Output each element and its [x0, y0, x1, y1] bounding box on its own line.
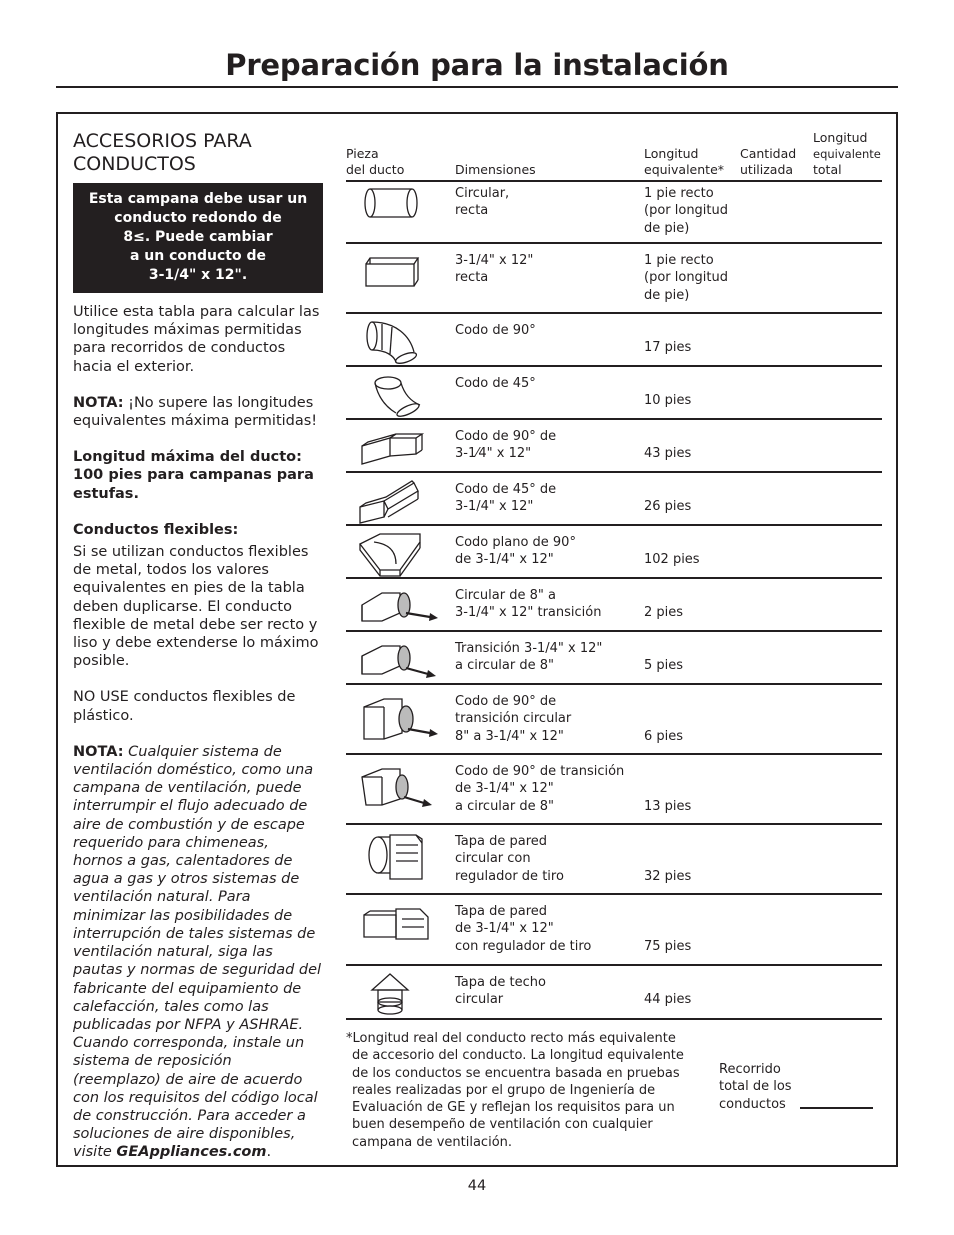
len-line: (por longitud — [644, 270, 729, 286]
header-total-l2: equivalente — [813, 147, 881, 161]
rect-45-elbow-icon — [356, 477, 426, 523]
title-rule — [56, 86, 898, 88]
table-row — [346, 632, 882, 685]
header-cantidad-l1: Cantidad — [740, 146, 797, 161]
row-dimensions — [455, 763, 635, 815]
header-dimensiones-l1: Dimensiones — [455, 162, 536, 177]
row-dimensions — [455, 587, 635, 622]
dim-line: Tapa de pared — [455, 834, 548, 849]
footnote-text: *Longitud real del conducto recto más equivalente de accesorio del conducto. La longitud equivalente de los conductos se encuentra basada en pruebas reales realizadas por el grupo de Ingeniería de Evaluación de GE y reflejan los requisitos para un buen desempeño de ventilación con cualquier campana de ventilación. — [346, 1031, 684, 1150]
page-number: 44 — [467, 1178, 487, 1194]
len-line: 5 pies — [644, 658, 684, 673]
intro-paragraph: Utilice esta tabla para calcular las longitudes máximas permitidas para recorridos de conductos hacia el exterior. — [73, 304, 320, 375]
rect-90-elbow-icon — [356, 424, 426, 470]
section-title-line-2: CONDUCTOS — [73, 153, 196, 175]
flex-duct-title: Conductos flexibles: — [73, 521, 239, 538]
callout-line: conducto redondo de — [114, 210, 282, 226]
table-row — [346, 420, 882, 473]
dim-line: transición circular — [455, 711, 572, 727]
dim-line: a circular de 8" — [455, 658, 554, 674]
dim-line: circular con — [455, 851, 531, 867]
row-length — [644, 798, 734, 815]
dim-line: a circular de 8" — [455, 798, 554, 814]
len-line: 43 pies — [644, 446, 692, 461]
max-length-note: Longitud máxima del ducto: 100 pies para campanas para estufas. — [73, 449, 314, 502]
row-length — [644, 657, 734, 674]
total-run-label — [719, 1061, 809, 1113]
header-longitud-total — [813, 130, 881, 178]
row-length — [644, 252, 734, 304]
len-line: 6 pies — [644, 729, 684, 744]
len-line: 44 pies — [644, 992, 692, 1007]
round-roof-cap-icon — [356, 972, 426, 1018]
table-row — [346, 473, 882, 526]
callout-line: a un conducto de — [129, 248, 266, 264]
header-total-l3: total — [813, 162, 842, 177]
row-length — [644, 868, 734, 885]
row-dimensions — [455, 428, 635, 463]
total-label-line: total de los — [719, 1079, 792, 1095]
dim-line: de 3-1/4" x 12" — [455, 921, 554, 937]
row-length — [644, 339, 734, 356]
header-pieza-l1: Pieza — [346, 146, 379, 161]
dim-line: Codo de 90° — [455, 323, 536, 338]
row-dimensions — [455, 185, 635, 220]
dim-line: 3-1/4" x 12" — [455, 499, 534, 515]
note-2 — [73, 743, 323, 1162]
table-row — [346, 966, 882, 1020]
dim-line: Tapa de pared — [455, 904, 548, 919]
flat-90-elbow-icon — [356, 530, 426, 576]
callout-line: 8≤. Puede cambiar — [123, 229, 273, 245]
header-total-l1: Longitud — [813, 130, 868, 145]
len-line: 2 pies — [644, 605, 684, 620]
row-length — [644, 991, 734, 1008]
dim-line: recta — [455, 270, 489, 286]
round-rect-90-transition-icon — [356, 693, 426, 739]
len-line: de pie) — [644, 220, 690, 236]
dim-line: Codo plano de 90° — [455, 535, 576, 550]
dim-line: Codo de 45° — [455, 376, 536, 391]
dim-line: Codo de 45° de — [455, 482, 557, 497]
dim-line: Tapa de techo — [455, 975, 546, 990]
row-dimensions — [455, 974, 635, 1009]
dim-line: Codo de 90° de transición — [455, 764, 625, 779]
len-line: 1 pie recto — [644, 186, 714, 201]
row-length — [644, 498, 734, 515]
header-longitud-equivalente — [644, 146, 724, 178]
len-line: 75 pies — [644, 939, 692, 954]
row-dimensions — [455, 903, 635, 955]
header-pieza-l2: del ducto — [346, 162, 405, 177]
row-length — [644, 551, 734, 568]
row-dimensions — [455, 252, 635, 287]
dim-line: 8" a 3-1/4" x 12" — [455, 728, 564, 744]
len-line: 102 pies — [644, 552, 700, 567]
dim-line: 3-1/4" x 12" transición — [455, 605, 602, 621]
no-plastic-note: NO USE conductos flexibles de plástico. — [73, 689, 296, 724]
dim-line: recta — [455, 203, 489, 219]
row-length — [644, 445, 734, 462]
round-90-elbow-icon — [356, 318, 426, 364]
len-line: 26 pies — [644, 499, 692, 514]
header-longitud-l2: equivalente* — [644, 162, 725, 177]
section-title — [73, 130, 323, 176]
dim-line: 3-1⁄4" x 12" — [455, 446, 532, 462]
dim-line: circular — [455, 992, 504, 1008]
note-2-label: NOTA: — [73, 743, 124, 760]
ge-appliances-link[interactable]: GEAppliances.com — [116, 1144, 267, 1161]
table-row — [346, 685, 882, 755]
row-dimensions — [455, 640, 635, 675]
table-row — [346, 755, 882, 825]
table-header — [346, 126, 882, 182]
total-blank-line[interactable] — [800, 1107, 873, 1109]
dim-line: Circular de 8" a — [455, 588, 556, 603]
len-line: 1 pie recto — [644, 253, 714, 268]
len-line: 32 pies — [644, 869, 692, 884]
table-row — [346, 825, 882, 895]
row-dimensions — [455, 375, 635, 392]
dim-line: de 3-1/4" x 12" — [455, 781, 554, 797]
row-length — [644, 185, 734, 237]
header-dimensiones — [455, 162, 536, 178]
round-straight-duct-icon — [356, 185, 426, 231]
total-label-line: conductos — [719, 1096, 786, 1112]
len-line: de pie) — [644, 287, 690, 303]
rect-straight-duct-icon — [356, 254, 426, 300]
dim-line: con regulador de tiro — [455, 938, 592, 954]
header-cantidad-l2: utilizada — [740, 162, 794, 177]
dim-line: de 3-1/4" x 12" — [455, 552, 554, 568]
flex-duct-text: Si se utilizan conductos flexibles de metal, todos los valores equivalentes en pies de la tabla deben duplicarse. El conducto flexible de metal debe ser recto y liso y debe extenderse lo máximo posible. — [73, 544, 319, 670]
dim-line: Codo de 90° de — [455, 429, 557, 444]
left-column — [73, 130, 323, 1162]
total-label-line: Recorrido — [719, 1062, 781, 1077]
table-row — [346, 579, 882, 632]
len-line: 17 pies — [644, 340, 692, 355]
note-1-text: ¡No supere las longitudes equivalentes máxima permitidas! — [73, 394, 318, 430]
dim-line: Circular, — [455, 186, 510, 201]
note-1-label: NOTA: — [73, 394, 124, 411]
table-row — [346, 244, 882, 314]
table-row — [346, 181, 882, 244]
rect-wall-cap-icon — [356, 905, 426, 951]
len-line: (por longitud — [644, 203, 729, 219]
note-2-text: Cualquier sistema de ventilación doméstico, como una campana de ventilación, puede interrumpir el flujo adecuado de aire de combustión y de escape requerido para chimeneas, hornos a gas, calentadores de agua a gas y otros sistemas de ventilación natural. Para minimizar las posibilidades de interrupción de tales sistemas de ventilación natural, siga las pautas y normas de seguridad del fabricante del equipamiento de calefacción, tales como las publicadas por NFPA y ASHRAE. Cuando corresponda, instale un sistema de reposición (reemplazo) de aire de acuerdo con los requisitos del código local de construcción. Para acceder a soluciones de aire disponibles, visite — [73, 743, 322, 1161]
dim-line: 3-1/4" x 12" — [455, 253, 534, 268]
rect-to-round-transition-icon — [356, 636, 426, 682]
table-row — [346, 314, 882, 367]
row-dimensions — [455, 534, 635, 569]
len-line: 10 pies — [644, 393, 692, 408]
header-pieza — [346, 146, 404, 178]
table-row — [346, 526, 882, 579]
row-length — [644, 392, 734, 409]
row-length — [644, 728, 734, 745]
round-to-rect-transition-icon — [356, 583, 426, 629]
header-cantidad — [740, 146, 796, 178]
row-dimensions — [455, 693, 635, 745]
row-length — [644, 604, 734, 621]
row-length — [644, 938, 734, 955]
note-1 — [73, 394, 323, 430]
len-line: 13 pies — [644, 799, 692, 814]
dim-line: Transición 3-1/4" x 12" — [455, 641, 603, 656]
warning-callout — [73, 183, 323, 293]
rect-round-90-transition-icon — [356, 765, 426, 811]
table-row — [346, 367, 882, 420]
page-title: Preparación para la instalación — [225, 48, 729, 82]
row-dimensions — [455, 481, 635, 516]
dim-line: regulador de tiro — [455, 868, 564, 884]
footnote — [346, 1030, 696, 1151]
callout-line: Esta campana debe usar un — [88, 191, 308, 207]
section-title-line-1: ACCESORIOS PARA — [73, 130, 252, 152]
dim-line: Codo de 90° de — [455, 694, 557, 709]
row-dimensions — [455, 833, 635, 885]
row-dimensions — [455, 322, 635, 339]
header-longitud-l1: Longitud — [644, 146, 699, 161]
callout-line: 3-1/4" x 12". — [148, 267, 248, 283]
note-2-end: . — [266, 1144, 272, 1161]
round-wall-cap-icon — [356, 833, 426, 879]
table-row — [346, 895, 882, 966]
round-45-elbow-icon — [356, 371, 426, 417]
